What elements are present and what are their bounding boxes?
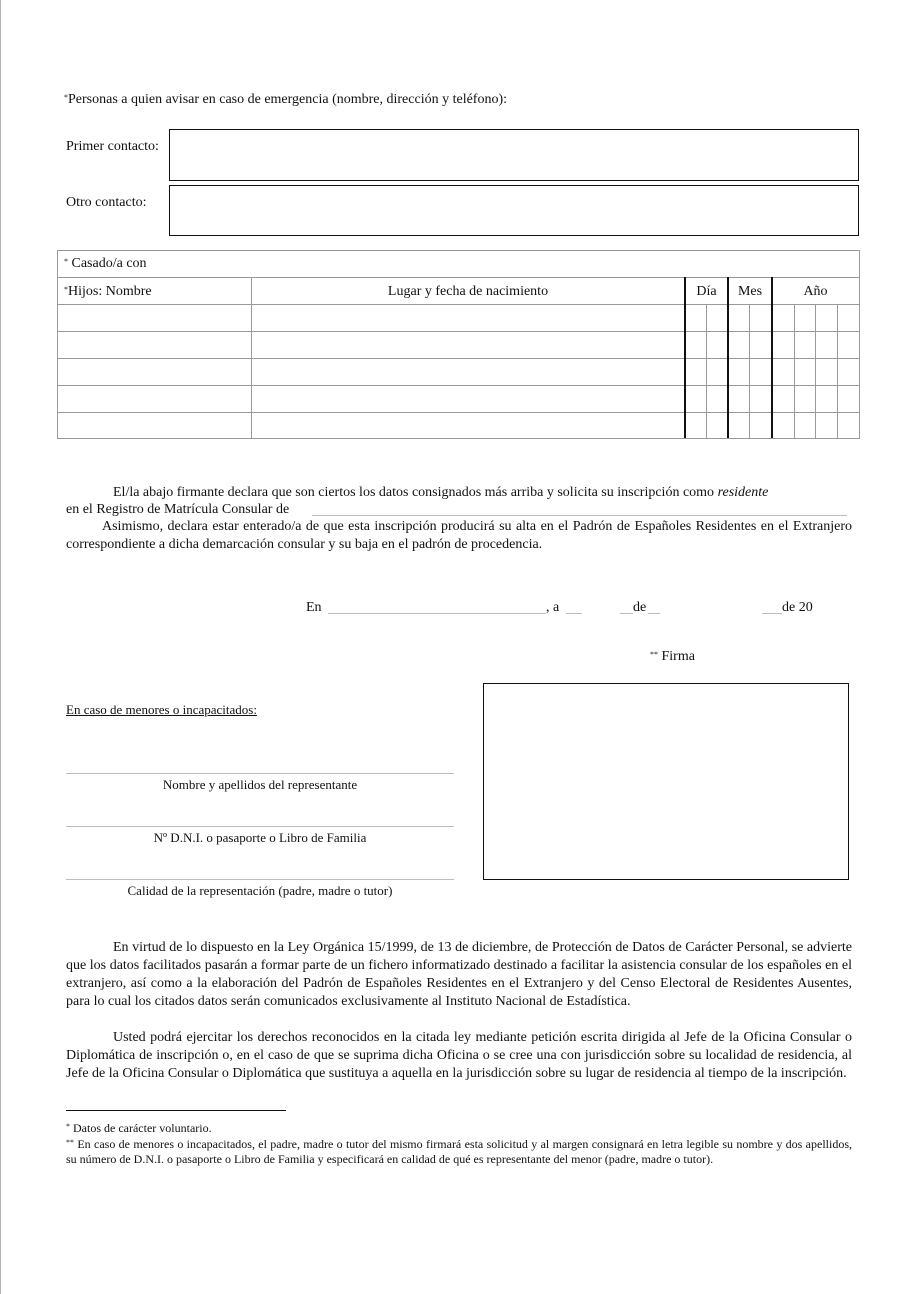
minors-heading: En caso de menores o incapacitados: — [66, 702, 257, 717]
rep-quality-label: Calidad de la representación (padre, madre o tutor) — [127, 883, 393, 898]
rep-quality-line — [66, 879, 454, 880]
table-vline — [794, 304, 795, 438]
month-line — [648, 613, 660, 614]
child-birth-field[interactable] — [254, 414, 682, 437]
declaration-paragraph-2: Asimismo, declara estar enterado/a de que esta inscripción producirá su alta en el Padrón de Españoles Residentes en el Extranjero correspondiente a dicha demarcación consular y su baja en el padrón de procedencia. — [66, 519, 852, 552]
child-birth-field[interactable] — [254, 360, 682, 384]
year-header: Año — [803, 284, 828, 299]
footnote-separator — [66, 1110, 286, 1111]
year-de20-label: de 20 — [782, 600, 813, 615]
rep-name-field[interactable] — [66, 755, 454, 773]
footnote-2: ** En caso de menores o incapacitados, el padre, madre o tutor del mismo firmará esta solicitud y al margen consignará en letra legible su nombre y dos apellidos, su número de D.N.I. o pasaporte o Libro de Familia y especificará en calidad de qué es representante del menor (padre, madre o tutor). — [66, 1137, 852, 1166]
table-vline — [749, 304, 750, 438]
consular-registry-label: en el Registro de Matrícula Consular de — [66, 502, 290, 517]
place-date-header: Lugar y fecha de nacimiento — [387, 284, 549, 299]
month-header: Mes — [737, 284, 763, 299]
table-hline — [58, 412, 859, 413]
rep-id-line — [66, 826, 454, 827]
child-birth-field[interactable] — [254, 387, 682, 411]
table-vline-bold — [771, 277, 773, 438]
table-vline — [815, 304, 816, 438]
place-line — [328, 613, 546, 614]
table-vline — [251, 277, 252, 438]
rep-id-label: Nº D.N.I. o pasaporte o Libro de Familia — [153, 830, 367, 845]
place-field[interactable] — [328, 597, 546, 613]
child-name-field[interactable] — [60, 306, 249, 330]
married-to-field[interactable] — [168, 253, 848, 275]
child-name-field[interactable] — [60, 414, 249, 437]
month-de-label: de — [633, 600, 647, 615]
declaration-paragraph-1: El/la abajo firmante declara que son ciertos los datos consignados más arriba y solicita su inscripción como residente — [113, 485, 769, 500]
table-hline — [58, 304, 859, 305]
child-name-field[interactable] — [60, 360, 249, 384]
married-label: * Casado/a con — [64, 256, 147, 271]
child-birth-field[interactable] — [254, 306, 682, 330]
month-line-pre — [620, 613, 633, 614]
day-header: Día — [696, 284, 717, 299]
day-line — [566, 613, 582, 614]
signature-box[interactable] — [483, 683, 849, 880]
other-contact-label: Otro contacto: — [66, 195, 147, 210]
signature-label: ** Firma — [650, 649, 695, 664]
footnote-1: * Datos de carácter voluntario. — [66, 1121, 212, 1135]
table-hline — [58, 358, 859, 359]
rep-quality-field[interactable] — [66, 861, 454, 879]
day-a-label: , a — [546, 600, 560, 615]
rep-id-field[interactable] — [66, 808, 454, 826]
place-en-label: En — [306, 600, 322, 615]
table-vline — [706, 304, 707, 438]
family-table — [57, 250, 860, 439]
children-name-header: *Hijos: Nombre — [64, 284, 152, 299]
year-line — [762, 613, 782, 614]
table-hline — [58, 331, 859, 332]
table-hline — [58, 277, 859, 278]
rep-name-label: Nombre y apellidos del representante — [162, 777, 358, 792]
privacy-paragraph-2: Usted podrá ejercitar los derechos reconocidos en la citada ley mediante petición escrita dirigida al Jefe de la Oficina Consular o Diplomática de inscripción o, en el caso de que se suprima dicha Oficina o se cree una con jurisdicción sobre su localidad de residencia, al Jefe de la Oficina Consular o Diplomática que sustituya a aquella en la jurisdicción sobre su lugar de residencia al tiempo de la inscripción. — [66, 1030, 852, 1081]
rep-name-line — [66, 773, 454, 774]
child-name-field[interactable] — [60, 333, 249, 357]
privacy-paragraph-1: En virtud de lo dispuesto en la Ley Orgánica 15/1999, de 13 de diciembre, de Protección de Datos de Carácter Personal, se advierte que los datos facilitados pasarán a formar parte de un fichero informatizado destinado a facilitar la asistencia consular de los españoles en el extranjero, así como a la elaboración del Padrón de Españoles Residentes en el Extranjero y del Censo Electoral de Residentes Ausentes, para lo cual los citados datos serán comunicados exclusivamente al Instituto Nacional de Estadística. — [66, 940, 852, 1009]
consular-registry-field[interactable] — [312, 500, 847, 516]
primary-contact-label: Primer contacto: — [66, 139, 159, 154]
table-vline — [837, 304, 838, 438]
child-name-field[interactable] — [60, 387, 249, 411]
other-contact-field[interactable] — [169, 185, 859, 236]
page-left-edge — [0, 0, 1, 1294]
child-birth-field[interactable] — [254, 333, 682, 357]
table-hline — [58, 385, 859, 386]
emergency-heading: *Personas a quien avisar en caso de emergencia (nombre, dirección y teléfono): — [64, 92, 508, 107]
table-vline-bold — [684, 277, 686, 438]
table-vline-bold — [727, 277, 729, 438]
primary-contact-field[interactable] — [169, 129, 859, 181]
